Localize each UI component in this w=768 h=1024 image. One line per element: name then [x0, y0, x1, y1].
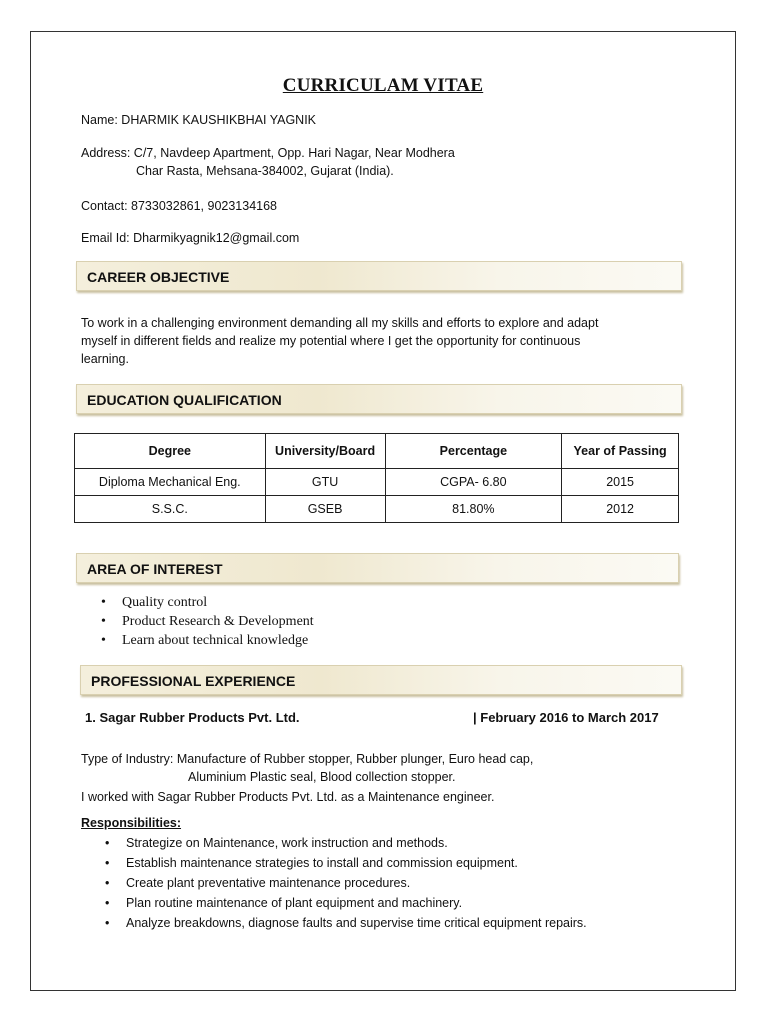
objective-line-2: myself in different fields and realize my potential where I get the opportunity for continuous: [81, 334, 581, 348]
column-header: Year of Passing: [562, 434, 679, 469]
education-header: [76, 384, 682, 414]
column-header: Percentage: [385, 434, 562, 469]
table-cell: S.S.C.: [75, 496, 266, 523]
career-objective-header: [76, 261, 682, 291]
address-line-1: Address: C/7, Navdeep Apartment, Opp. Hari Nagar, Near Modhera: [81, 146, 455, 160]
experience-heading: PROFESSIONAL EXPERIENCE: [91, 673, 296, 689]
name-line: Name: DHARMIK KAUSHIKBHAI YAGNIK: [81, 113, 317, 127]
company-name: 1. Sagar Rubber Products Pvt. Ltd.: [85, 710, 300, 725]
industry-line-2: Aluminium Plastic seal, Blood collection stopper.: [188, 770, 456, 784]
contact-line: Contact: 8733032861, 9023134168: [81, 199, 278, 213]
interest-list: [77, 593, 314, 650]
table-cell: CGPA- 6.80: [385, 469, 562, 496]
list-item: • Quality control: [77, 593, 314, 612]
table-header-row: [75, 434, 679, 469]
responsibilities-list: [81, 833, 587, 933]
address-line-2: Char Rasta, Mehsana-384002, Gujarat (India).: [136, 164, 394, 178]
list-item: • Strategize on Maintenance, work instruction and methods.: [81, 833, 587, 853]
experience-header: [80, 665, 682, 695]
industry-line-1: Type of Industry: Manufacture of Rubber stopper, Rubber plunger, Euro head cap,: [81, 752, 534, 766]
list-item: • Learn about technical knowledge: [77, 631, 314, 650]
table-cell: 81.80%: [385, 496, 562, 523]
list-item: • Create plant preventative maintenance procedures.: [81, 873, 587, 893]
table-row: [75, 469, 679, 496]
role-line: I worked with Sagar Rubber Products Pvt. Ltd. as a Maintenance engineer.: [81, 790, 495, 804]
document-title: CURRICULAM VITAE: [282, 75, 484, 96]
table-cell: Diploma Mechanical Eng.: [75, 469, 266, 496]
column-header: Degree: [75, 434, 266, 469]
education-heading: EDUCATION QUALIFICATION: [87, 392, 282, 408]
career-objective-heading: CAREER OBJECTIVE: [87, 269, 230, 285]
interest-heading: AREA OF INTEREST: [87, 561, 223, 577]
list-item: • Plan routine maintenance of plant equipment and machinery.: [81, 893, 587, 913]
objective-line-1: To work in a challenging environment demanding all my skills and efforts to explore and adapt: [81, 316, 599, 330]
table-cell: 2012: [562, 496, 679, 523]
table-row: [75, 496, 679, 523]
objective-line-3: learning.: [81, 352, 129, 366]
table-cell: GSEB: [265, 496, 385, 523]
employment-period: | February 2016 to March 2017: [473, 710, 659, 725]
list-item: • Product Research & Development: [77, 612, 314, 631]
education-table: [74, 433, 679, 523]
interest-header: [76, 553, 679, 583]
column-header: University/Board: [265, 434, 385, 469]
list-item: • Establish maintenance strategies to install and commission equipment.: [81, 853, 587, 873]
cv-page: [30, 31, 736, 991]
table-cell: GTU: [265, 469, 385, 496]
list-item: • Analyze breakdowns, diagnose faults and supervise time critical equipment repairs.: [81, 913, 587, 933]
table-cell: 2015: [562, 469, 679, 496]
responsibilities-label: Responsibilities:: [81, 816, 182, 830]
email-line: Email Id: Dharmikyagnik12@gmail.com: [81, 231, 300, 245]
